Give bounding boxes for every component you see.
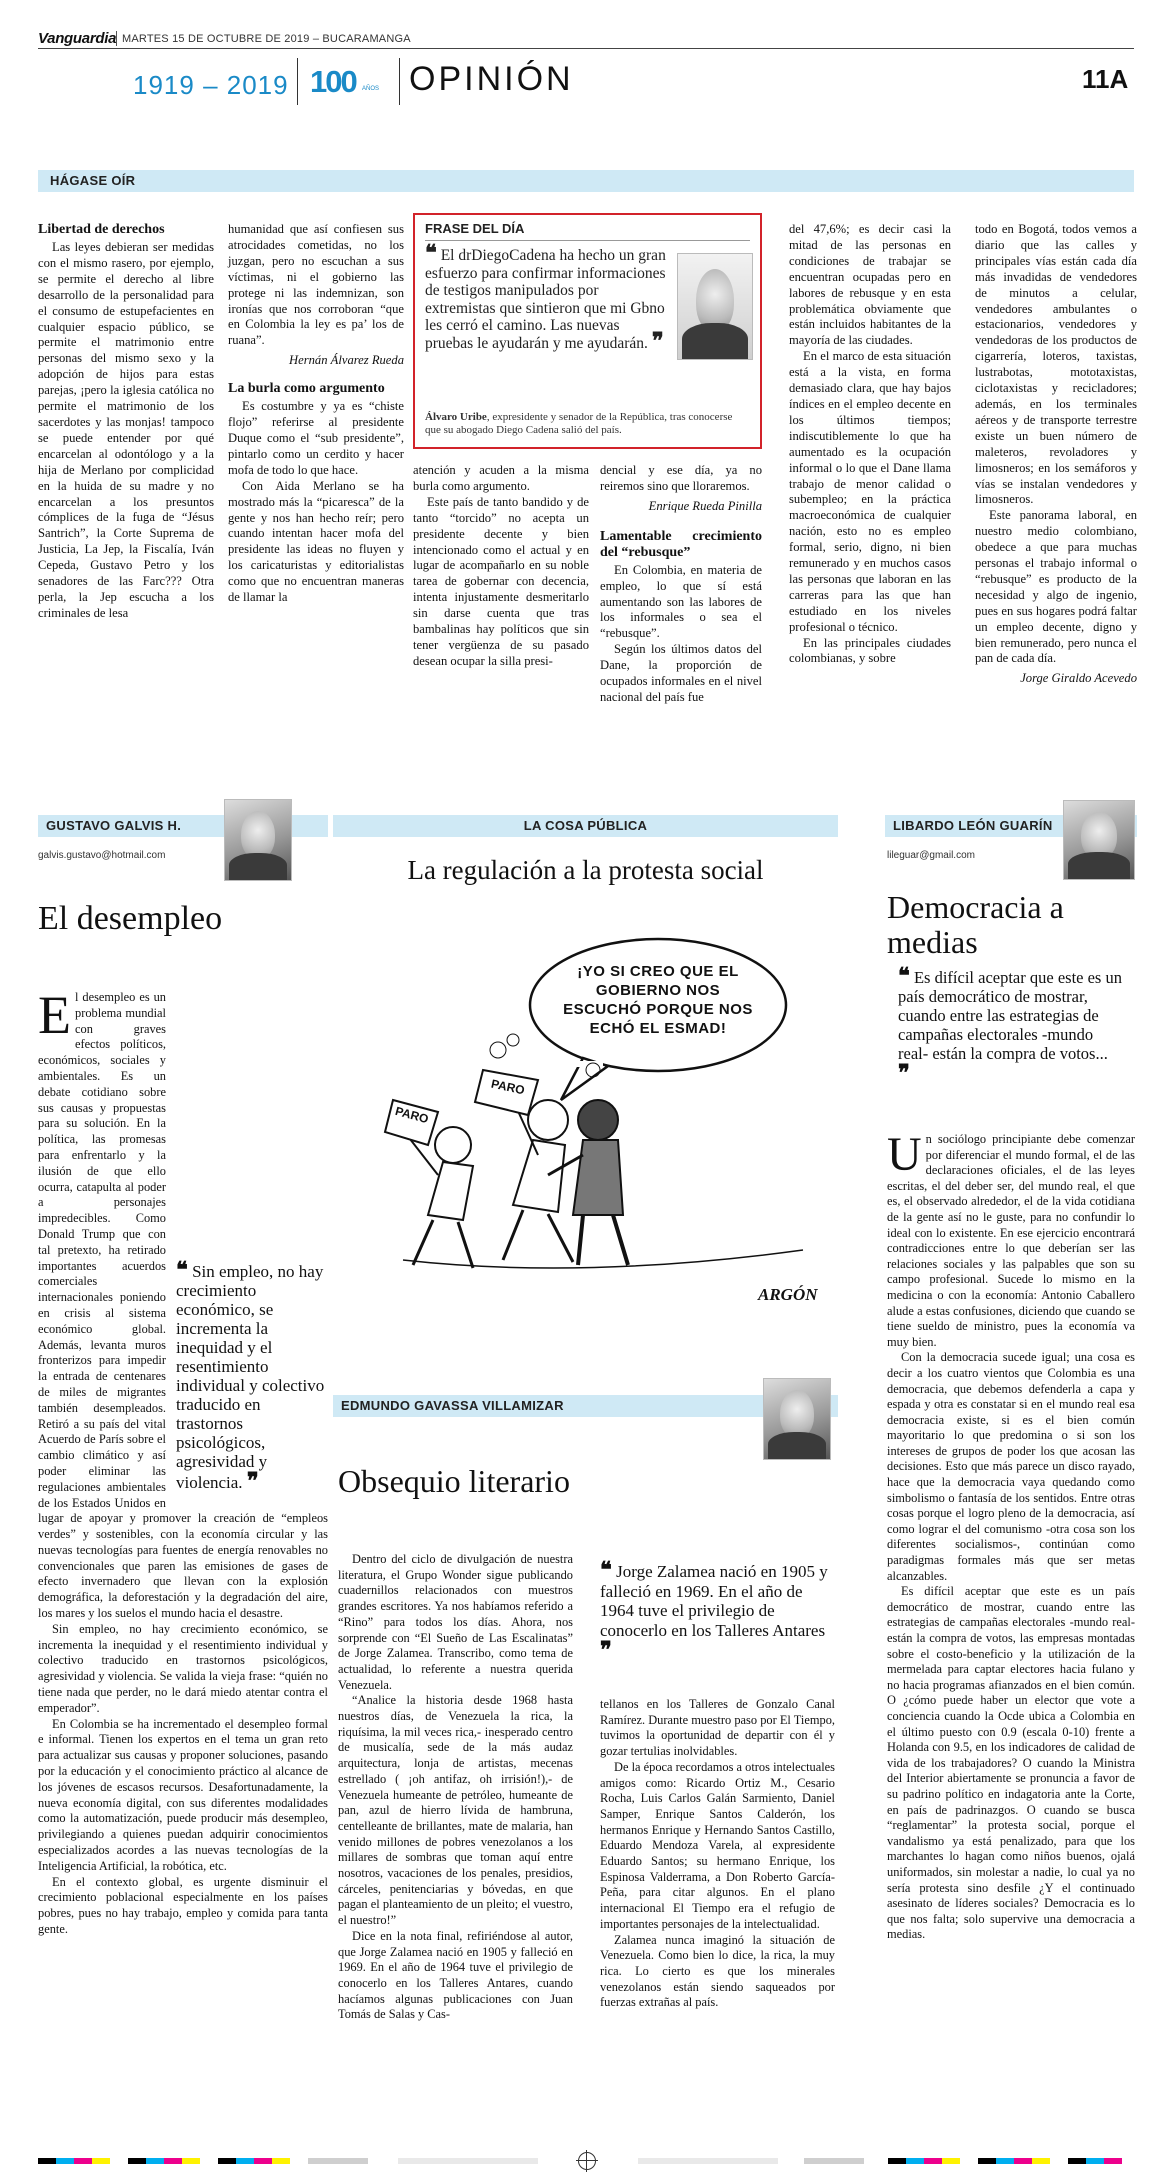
gavassa-column-2 (600, 1697, 835, 2011)
frase-attribution-text: , expresidente y senador de la República, tras conocerse que su abogado Diego Cadena salió del país. (425, 411, 733, 436)
brand: Vanguardia (38, 30, 117, 47)
letter-text: Es costumbre y ya es “chiste flojo” referirse al presidente Duque como el “sub presidente”, pintarlo como un cerdito y hacer mofa de todo lo que hace. (228, 399, 404, 477)
cartoonist-signature: ARGÓN (758, 1285, 818, 1304)
gavassa-close-quote-icon: ❞ (600, 1637, 612, 1662)
letter-text: atención y acuden a la misma burla como argumento. (413, 463, 589, 493)
galvis-paragraph: Sin empleo, no hay crecimiento económico, se incrementa la inequidad y el resentimiento individual y colectivo traducido en trastornos psicológicos, agresividad y violencia. Se valida la vieja frase: “quién no tiene nada que perder, no le dará miedo atentar contra el emperador”. (38, 1621, 328, 1715)
frase-attribution (425, 411, 750, 437)
letter-text: En las principales ciudades colombianas, y sobre (789, 635, 951, 666)
gavassa-open-quote-icon: ❝ (600, 1557, 612, 1582)
guarin-close-quote-icon: ❞ (898, 1060, 910, 1085)
letter-signature: Hernán Álvarez Rueda (289, 353, 404, 368)
letter-signature: Jorge Giraldo Acevedo (1020, 671, 1137, 686)
gavassa-paragraph: “Analice la historia desde 1968 hasta nuestros días, de Venezuela la rica, la riquísima, la mil veces rica,- inesperado centro de musicalía, sede de la más audaz arquitectura, lonja de artistas, mecenas estrellado ( ¡oh antifaz, oh irrisión!),- de Venezuela humeante de petróleo, humeante de pan, azul de hierro lívida de hambruna, centelleante de brillantes, mate de malaria, han venido millones de pobres venezolanos a los millares de sombras que toman aquí entre nosotros, vacaciones de los penales, presidios, cárceles, penitenciarias y bóvedas, en que pagan el planteamiento de un pleito; el vuestro, el nuestro!” (338, 1693, 573, 1928)
galvis-dropcap: E (38, 985, 71, 1045)
gavassa-paragraph: tellanos en los Talleres de Gonzalo Canal Ramírez. Durante muestro paso por El Tiempo, tuvimos la oportunidad de departir con él y gozar tertulias inolvidables. (600, 1697, 835, 1759)
frase-del-dia-rule (425, 240, 750, 241)
letter-text: Este panorama laboral, en nuestro medio colombiano, obedece a que para muchas personas el trabajo informal o “rebusque” es producto de la necesidad y algo de ingenio, pues en sus hogares podrá faltar un empleo decente, digno y bien remunerado, pero nunca el pan de cada día. (975, 508, 1137, 666)
cosa-publica-bar (333, 815, 838, 837)
guarin-pullquote (898, 963, 1123, 1085)
frase-author: Álvaro Uribe (425, 411, 487, 423)
gavassa-paragraph: Dice en la nota final, refiriéndose al autor, que Jorge Zalamea nació en 1905 y falleció en 1969. En el año de 1964 tuve el privilegio de conocerlo en los Talleres Antares, cuando hacíamos algunas publicaciones con Juan Tomás de Salas y Cas- (338, 1928, 573, 2022)
letter-text: En el marco de esta situación está a la vista, en forma demasiado clara, que hay bajos índices en el empleo decente en los últimos tiempos; indiscutiblemente lo que ha aumentado es la ocupación informal o lo que el Dane llama trabajo de menor calidad o subempleo; en la práctica macroeconómica de cualquier nación, esto no es empleo formal, serio, digno, ni bien remunerado y en muchos casos las personas que laboran en las carreras para las que han estudiado en los niveles profesional o técnico. (789, 349, 951, 634)
masthead-divider-2 (399, 58, 400, 105)
galvis-photo (224, 799, 292, 881)
letter-title: Libertad de derechos (38, 222, 165, 237)
cartoon-bubble-text: ¡YO SI CREO QUE EL GOBIERNO NOS ESCUCHÓ PORQUE NOS ECHÓ EL ESMAD! (563, 963, 753, 1037)
letter-text: todo en Bogotá, todos vemos a diario que las calles y principales vías están cada día más invadidas de vendedores de minutos a celular, vendedores ambulantes o estacionarios, vendedores y vendedoras de los productos de cigarrería, loteros, taxistas, lustrabotas, mototaxistas, ciclotaxistas y recicladores; además, en los terminales aéreos y de transporte terrestre existe un buen número de maleteros, revoladores y limosneros; en los semáforos y vías se instalan vendedores y limosneros. (975, 222, 1137, 507)
letter-title: Lamentable crecimiento del “rebusque” (600, 528, 762, 560)
letter-text: del 47,6%; es decir casi la mitad de las personas en condiciones de trabajar se encuentran ocupadas pero en labores de rebusque y en esta problemática obviamente que están incluidos habitantes de la mayoría de las ciudades. (789, 222, 951, 348)
guarin-email: lileguar@gmail.com (887, 850, 975, 861)
guarin-name: LIBARDO LEÓN GUARÍN (893, 818, 1053, 833)
gavassa-pullquote (600, 1557, 835, 1662)
cartoon-sign-left: PARO (393, 1103, 431, 1127)
gavassa-paragraph: Zalamea nunca imaginó la situación de Venezuela. Como bien lo dice, la rica, la muy rica. Lo cierto es que los minerales venezolanos están siendo saqueados por fuerzas extrañas al país. (600, 1932, 835, 2010)
guarin-paragraph: Con la democracia sucede igual; una cosa es decir a los cuatro vientos que Colombia es una democracia, que debemos defenderla a capa y espada y otra es constatar si en el mundo real esa democracia existe, si es el bien común mayoritario lo que predomina o si son los intereses de grupos de poder los que acosan las decisiones. Esto que más parece un disco rayado, hace que la democracia vaya quedando como simbolismo o fantasía de los sentidos. Entre otras cosas porque el logro pleno de la democracia, así como lograr el del comunismo -otra cosa son los diferentes socialismos-, continúan como paradigmas formales más que ser metas alcanzables. (887, 1350, 1135, 1583)
gavassa-name: EDMUNDO GAVASSA VILLAMIZAR (341, 1398, 564, 1413)
frase-del-dia-quote (425, 240, 670, 353)
centennial-logo (310, 64, 385, 102)
letter-signature: Enrique Rueda Pinilla (648, 498, 762, 513)
registration-mark-icon (578, 2152, 596, 2170)
centennial-logo-label: AÑOS (362, 86, 380, 92)
galvis-paragraph: En el contexto global, es urgente disminuir el crecimiento poblacional especialmente en los países pobres, pues no hay trabajo, empleo y comida para tanta gente. (38, 1874, 328, 1937)
hagase-oir-label: HÁGASE OÍR (50, 173, 136, 188)
galvis-pullquote (176, 1257, 328, 1493)
letter-text: Según los últimos datos del Dane, la proporción de ocupados informales en el nivel nacional del país fue (600, 642, 762, 704)
gavassa-paragraph: Dentro del ciclo de divulgación de nuestra literatura, el Grupo Wonder sigue publicando cuadernillos relacionados con muestros grandes escritores. Ya nos habíamos referido a “Rino” para todos los días. Ahora, nos sorprende con “El Sueño de Las Escalinatas” de Jorge Zalamea. Transcribo, como tema de actualidad, lo referente a nuestra querida Venezuela. (338, 1552, 573, 1692)
frase-del-dia-label: FRASE DEL DÍA (425, 221, 525, 236)
galvis-name: GUSTAVO GALVIS H. (46, 818, 182, 833)
letters-column-6 (975, 222, 1137, 687)
letters-column-4 (600, 463, 762, 706)
centennial-years: 1919 – 2019 (133, 70, 289, 100)
dateline: MARTES 15 DE OCTUBRE DE 2019 – BUCARAMANGA (122, 33, 411, 45)
letters-column-1 (38, 222, 214, 622)
guarin-headline: Democracia a medias (887, 889, 1064, 960)
page-number: 11A (1082, 64, 1129, 94)
letters-column-2 (228, 222, 404, 606)
letter-text: Las leyes debieran ser medidas con el mismo rasero, por ejemplo, se permite el derecho al libre desarrollo de la personalidad para el consumo de estupefacientes en cualquier espacio público, se permite el matrimonio entre personas del mismo sexo y la adopción de hijos para estas parejas, ¡pero la iglesia católica no permite el matrimonio de los sacerdotes y las monjas! tampoco se puede entender por qué encarcelan al odontólogo y a la hija de Merlano por complicidad en la huida de su madre y no encarcelan a los presuntos cómplices de la fuga de “Jésus Santrich”, la Corte Suprema de Justicia, La Jep, la Fiscalía, Iván Cepeda, Gustavo Petro y los senadores de las Farc??? Otra perla, la Jep escucha a los criminales de lesa (38, 240, 214, 620)
guarin-dropcap: U (887, 1128, 922, 1181)
gavassa-column-1 (338, 1552, 573, 2023)
galvis-close-quote-icon: ❞ (246, 1468, 259, 1493)
gavassa-paragraph: De la época recordamos a otros intelectuales amigos como: Ricardo Ortiz M., Cesario Rocha, Luis Carlos Galán Sarmiento, Daniel Samper, Enrique Santos Calderón, los hermanos Enrique y Hernando Santos Castillo, Eduardo Mendoza Varela, al expresidente Eduardo Santos; su hermano Enrique, los Espinosa Valderrama, a Don Roberto García-Peña, para citar algunos. En el plano internacional El Tiempo era el refugio de importantes personajes de la intelectualidad. (600, 1759, 835, 1931)
frase-del-dia-box (413, 213, 762, 449)
masthead-divider-1 (297, 58, 298, 105)
galvis-paragraph: l desempleo es un problema mundial con graves efectos políticos, económicos, sociales y ambientales. Es un debate cotidiano sobre sus causas y propuestas para su solución. En la política, las promesas para enfrentarlo y la ilusión de que ello ocurra, catapulta al poder a personajes impredecibles. Como Donald Trump que con tal pretexto, ha retirado importantes acuerdos comerciales internacionales poniendo en crisis al sistema económico global. Además, levanta muros fronterizos para impedir la entrada de centenares de miles de migrantes también desempleados. Retiró a su país del vital Acuerdo de París sobre el cambio climático y así poder eliminar las regulaciones ambientales de los Estados Unidos en lugar de apoyar y promover la creación de “empleos verdes” y sostenibles, con la economía circular y las nuevas tecnologías para fuentes de energía renovables no convencionales que paren las emisiones de gases de efecto invernadero que llevan con la explosión demográfica, la deforestación y la degradación del aire, los mares y los suelos el mundo hacia el desastre. (38, 990, 328, 1621)
letter-text: En Colombia, en materia de empleo, lo que sí está aumentando son las labores de los informales o sea el “rebusque”. (600, 562, 762, 641)
open-quote-icon: ❝ (425, 240, 437, 265)
cartoon-sign-right: PARO (489, 1076, 526, 1098)
gavassa-photo (763, 1378, 831, 1460)
masthead-rule (38, 48, 1134, 49)
hagase-oir-bar (38, 170, 1134, 192)
close-quote-icon: ❞ (651, 327, 664, 353)
cosa-publica-label: LA COSA PÚBLICA (523, 818, 648, 833)
letters-column-5 (789, 222, 951, 667)
galvis-headline: El desempleo (38, 900, 223, 937)
gavassa-pullquote-text: Jorge Zalamea nació en 1905 y falleció en 1969. En el año de 1964 tuve el privilegio de conocerlo en los Talleres Antares (600, 1562, 828, 1640)
galvis-open-quote-icon: ❝ (176, 1257, 188, 1282)
galvis-email: galvis.gustavo@hotmail.com (38, 850, 166, 861)
letters-column-3 (413, 463, 589, 670)
cosa-publica-headline: La regulación a la protesta social (407, 855, 764, 885)
guarin-open-quote-icon: ❝ (898, 963, 910, 988)
frase-text: El drDiegoCadena ha hecho un gran esfuerzo para confirmar informaciones de testigos manipulados por extremistas que sintieron que mi Gbno les cerró el camino. Las nuevas pruebas le ayudarán y me ayudarán. (425, 247, 666, 352)
guarin-pullquote-text: Es difícil aceptar que este es un país democrático de mostrar, cuando entre las estrategias de campañas electorales -mundo real- están la compra de votos... (898, 968, 1122, 1063)
letter-text: Este país de tanto bandido y de tanto “torcido” no acepta un presidente decente y bien intencionado como el actual y en lugar de acompañarlo en su noble tarea de gobernar con decencia, intenta injustamente desmeritarlo sin darse cuenta que tras bambalinas hay políticos que sin tener vergüenza de su pasado desean ocupar la silla presi- (413, 494, 589, 668)
centennial-logo-number: 100 (310, 64, 356, 99)
dateline-divider (116, 31, 117, 46)
galvis-article (38, 985, 328, 2100)
gavassa-headline: Obsequio literario (338, 1463, 570, 1499)
galvis-paragraph: En Colombia se ha incrementado el desempleo formal e informal. Tienen los expertos en el tema un gran reto para actualizar sus causas y proponer soluciones, pasando por la educación y el conocimiento práctico al alcance de los jóvenes de escasos recursos. Desafortunadamente, la nueva economía digital, con sus diferentes modalidades como la automatización, puede producir más desempleo, privilegiando a quienes puedan adquirir conocimientos especializados acordes a las nuevas tecnologías de la Inteligencia Artificial, la robótica, etc. (38, 1716, 328, 1873)
letter-text: dencial y ese día, ya no reiremos sino que lloraremos. (600, 463, 762, 493)
guarin-photo (1063, 800, 1135, 880)
letter-text: humanidad que así confiesen sus atrocidades cometidas, no los juzgan, pero no escuchan a sus víctimas, ni el gobierno las protege ni las indemnizan, son ironías que nos corroboran “que en Colombia la ley es pa’ los de ruana”. (228, 222, 404, 348)
guarin-paragraph: Es difícil aceptar que este es un país democrático de mostrar, cuando entre las estrategias de campañas electorales -mundo real- están la compra de votos, las empresas montadas sobre el costo-beneficio y la utilización de la mermelada para captar electores hacia fulano y no hacia programas afianzados en el bien común. O ¿cómo puede haber un elector que vote a conciencia cuando la Ocde ubica a Colombia en el último puesto con 0.9 (escala 0-10) frente a Holanda con 9.5, en los indicadores de calidad de vida de los trabajadores? O cuando la Ministra del Interior abiertamente se pronuncia a favor de su padrino político en indagatoria ante la Corte, en país de padrinazgos. O cuando se busca “reglamentar” la protesta social, porque el vandalismo ya está penalizado, para que los marchantes lo hagan como niños buenos, ojalá uniformados, sin molestar a nadie, lo cual ya no sería protesta sino desfile ¿Y el continuado asesinato de líderes sociales? Democracia es lo que nos falta; solo supervive una democracia a medias. (887, 1584, 1135, 1942)
uribe-photo (677, 253, 753, 360)
section-title: OPINIÓN (409, 60, 574, 98)
galvis-pullquote-text: Sin empleo, no hay crecimiento económico, se incrementa la inequidad y el resentimiento individual y colectivo traducido en trastornos psicológicos, agresividad y violencia. (176, 1262, 325, 1492)
letter-title: La burla como argumento (228, 381, 385, 397)
editorial-cartoon (333, 930, 838, 1320)
guarin-article (887, 1128, 1135, 1943)
letter-text: Con Aida Merlano se ha mostrado más la “picaresca” de la gente y nos han hecho reír; pero cuando intentan hacer mofa del presidente las ideas no fluyen y los caricaturistas y editorialistas como que no encuentran maneras de llamar la (228, 478, 404, 605)
guarin-paragraph: n sociólogo principiante debe comenzar por diferenciar el mundo formal, el de las declaraciones oficiales, el de las leyes escritas, el del deber ser, del mundo real, el que es, el observado alrededor, el de la vida cotidiana de la gente así no le guste, para no confundir lo ideal con lo existente. En ese ejercicio encontrará contradicciones entre lo que deberían ser las relaciones sociales y las palpables que son su campo profesional. Sucede lo mismo en la medicina o con la economía: Antonio Caballero alude a estas confusiones, diciendo que cuando se tiene sueldo de ministro, pues la economía va muy bien. (887, 1132, 1135, 1349)
